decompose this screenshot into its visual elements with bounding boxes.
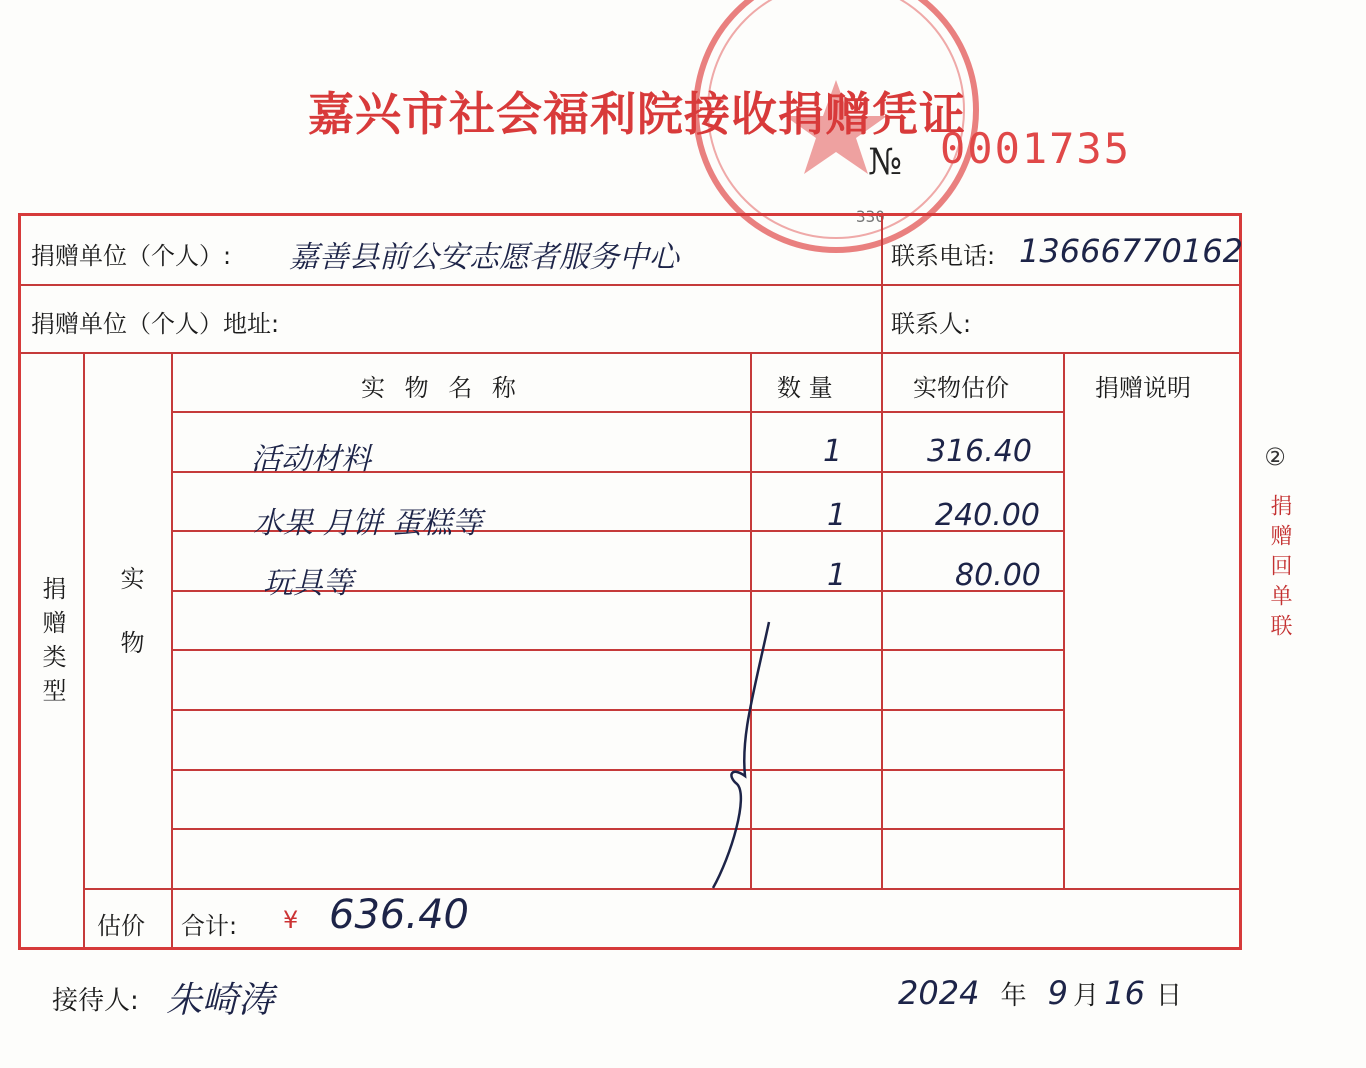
address-label: 捐赠单位（个人）地址: bbox=[31, 310, 280, 338]
item-name: 水果 月饼 蛋糕等 bbox=[253, 506, 483, 541]
column-header-name: 实 物 名 称 bbox=[361, 374, 522, 402]
goods-label: 实物 bbox=[116, 566, 144, 694]
donation-type-label: 捐赠类型 bbox=[38, 576, 66, 712]
month-unit: 月 bbox=[1073, 981, 1100, 1011]
rule bbox=[173, 411, 1063, 413]
side-note bbox=[1262, 440, 1292, 644]
donor-label: 捐赠单位（个人）: bbox=[31, 242, 232, 270]
day-unit: 日 bbox=[1156, 981, 1183, 1011]
phone-value: 13666770162 bbox=[1019, 232, 1243, 270]
rule bbox=[173, 769, 1063, 771]
total-label: 合计: bbox=[181, 912, 238, 940]
contact-label: 联系人: bbox=[891, 310, 972, 338]
donation-form bbox=[18, 213, 1242, 950]
rule bbox=[21, 352, 1239, 354]
total-value: 636.40 bbox=[329, 892, 469, 938]
item-qty: 1 bbox=[823, 434, 843, 469]
rule bbox=[173, 649, 1063, 651]
date-month: 9 bbox=[1047, 974, 1068, 1012]
date-day: 16 bbox=[1104, 974, 1145, 1012]
column-header-price: 实物估价 bbox=[913, 374, 1009, 402]
serial-number: 0001735 bbox=[940, 124, 1132, 173]
page-title: 嘉兴市社会福利院接收捐赠凭证 bbox=[308, 87, 966, 141]
item-qty: 1 bbox=[827, 498, 847, 533]
rule bbox=[21, 284, 1239, 286]
phone-label: 联系电话: bbox=[891, 242, 996, 270]
item-name: 玩具等 bbox=[263, 566, 353, 601]
item-name: 活动材料 bbox=[251, 442, 371, 477]
receiver-value: 朱崎涛 bbox=[166, 980, 275, 1021]
seal-code: 330 bbox=[856, 207, 885, 226]
cross-out-stroke bbox=[701, 616, 781, 896]
rule bbox=[83, 888, 1239, 890]
column-header-note: 捐赠说明 bbox=[1095, 374, 1191, 402]
rule bbox=[173, 828, 1063, 830]
item-price: 80.00 bbox=[955, 558, 1041, 593]
item-qty: 1 bbox=[827, 558, 847, 593]
copy-label: 捐赠回单联 bbox=[1267, 494, 1292, 644]
estimate-label: 估价 bbox=[97, 912, 145, 940]
date-year: 2024 bbox=[898, 974, 980, 1012]
item-price: 316.40 bbox=[927, 434, 1032, 469]
date bbox=[898, 974, 1182, 1012]
rule bbox=[171, 352, 173, 947]
rule bbox=[1063, 352, 1065, 888]
rule bbox=[173, 709, 1063, 711]
receiver-label: 接待人: bbox=[52, 986, 139, 1016]
year-unit: 年 bbox=[1000, 981, 1027, 1011]
copy-number: ② bbox=[1264, 443, 1286, 471]
number-label: № bbox=[868, 142, 903, 183]
rule bbox=[881, 216, 883, 352]
column-header-qty: 数 量 bbox=[777, 374, 833, 402]
item-price: 240.00 bbox=[935, 498, 1040, 533]
currency-symbol: ¥ bbox=[283, 906, 299, 934]
rule bbox=[83, 352, 85, 947]
rule bbox=[881, 352, 883, 888]
donor-value: 嘉善县前公安志愿者服务中心 bbox=[289, 240, 679, 275]
